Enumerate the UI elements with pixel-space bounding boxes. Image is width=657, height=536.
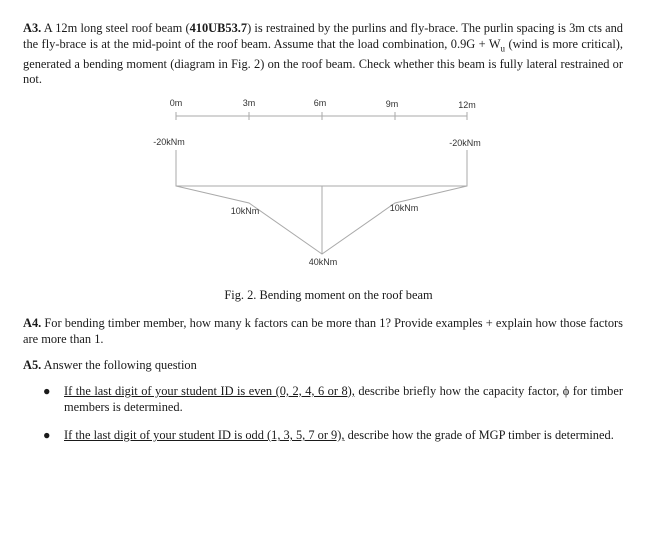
moment-label-mid: 40kNm (308, 257, 338, 267)
moment-diagram-outline (176, 150, 467, 186)
question-a3-text-pre: A 12m long steel roof beam ( (41, 21, 190, 35)
tick-label-12m: 12m (458, 100, 476, 110)
moment-label-quarter-left: 10kNm (230, 206, 260, 216)
bullet-icon: ● (43, 428, 51, 443)
question-a4-text: For bending timber member, how many k factors can be more than 1? Provide examples + explain how those factors are more than 1. (23, 316, 623, 346)
moment-label-left: -20kNm (153, 137, 185, 147)
question-a5-label: A5. (23, 358, 42, 372)
tick-label-6m: 6m (313, 98, 327, 108)
option-task: describe briefly how the capacity factor, ϕ for timber members is determined. (64, 384, 623, 414)
figure-caption: Fig. 2. Bending moment on the roof beam (224, 288, 433, 302)
tick-label-9m: 9m (385, 99, 399, 109)
option-condition: If the last digit of your student ID is odd (1, 3, 5, 7 or 9), (64, 428, 345, 443)
list-item (40, 428, 623, 444)
tick-label-0m: 0m (169, 98, 183, 108)
question-a4 (23, 316, 623, 347)
question-a5 (23, 358, 623, 374)
list-item (40, 384, 623, 415)
bullet-icon: ● (43, 384, 51, 398)
question-a3-label: A3. (23, 21, 42, 35)
tick-label-3m: 3m (242, 98, 256, 108)
beam-section: 410UB53.7 (189, 21, 248, 35)
moment-label-quarter-right: 10kNm (389, 203, 419, 213)
wind-subscript: u (500, 43, 506, 54)
a5-options (40, 384, 623, 457)
moment-label-right: -20kNm (449, 138, 481, 148)
question-a3-text-end: (wind is more critical), generated a bending moment (diagram in Fig. 2) on the roof beam. Check whether this beam is fully lateral restrained or not. (23, 36, 623, 87)
option-condition: If the last digit of your student ID is even (0, 2, 4, 6 or 8), (64, 384, 355, 398)
question-a4-label: A4. (23, 316, 42, 330)
question-a5-text: Answer the following question (41, 358, 197, 372)
question-a3-text-post: ) is restrained by the purlins and fly-brace. The purlin spacing is 3m cts and the fly-brace is at the mid-point of the roof beam. Assume that the load combination, 0.9G + W (23, 21, 623, 51)
option-task: describe how the grade of MGP timber is determined. (344, 428, 614, 443)
